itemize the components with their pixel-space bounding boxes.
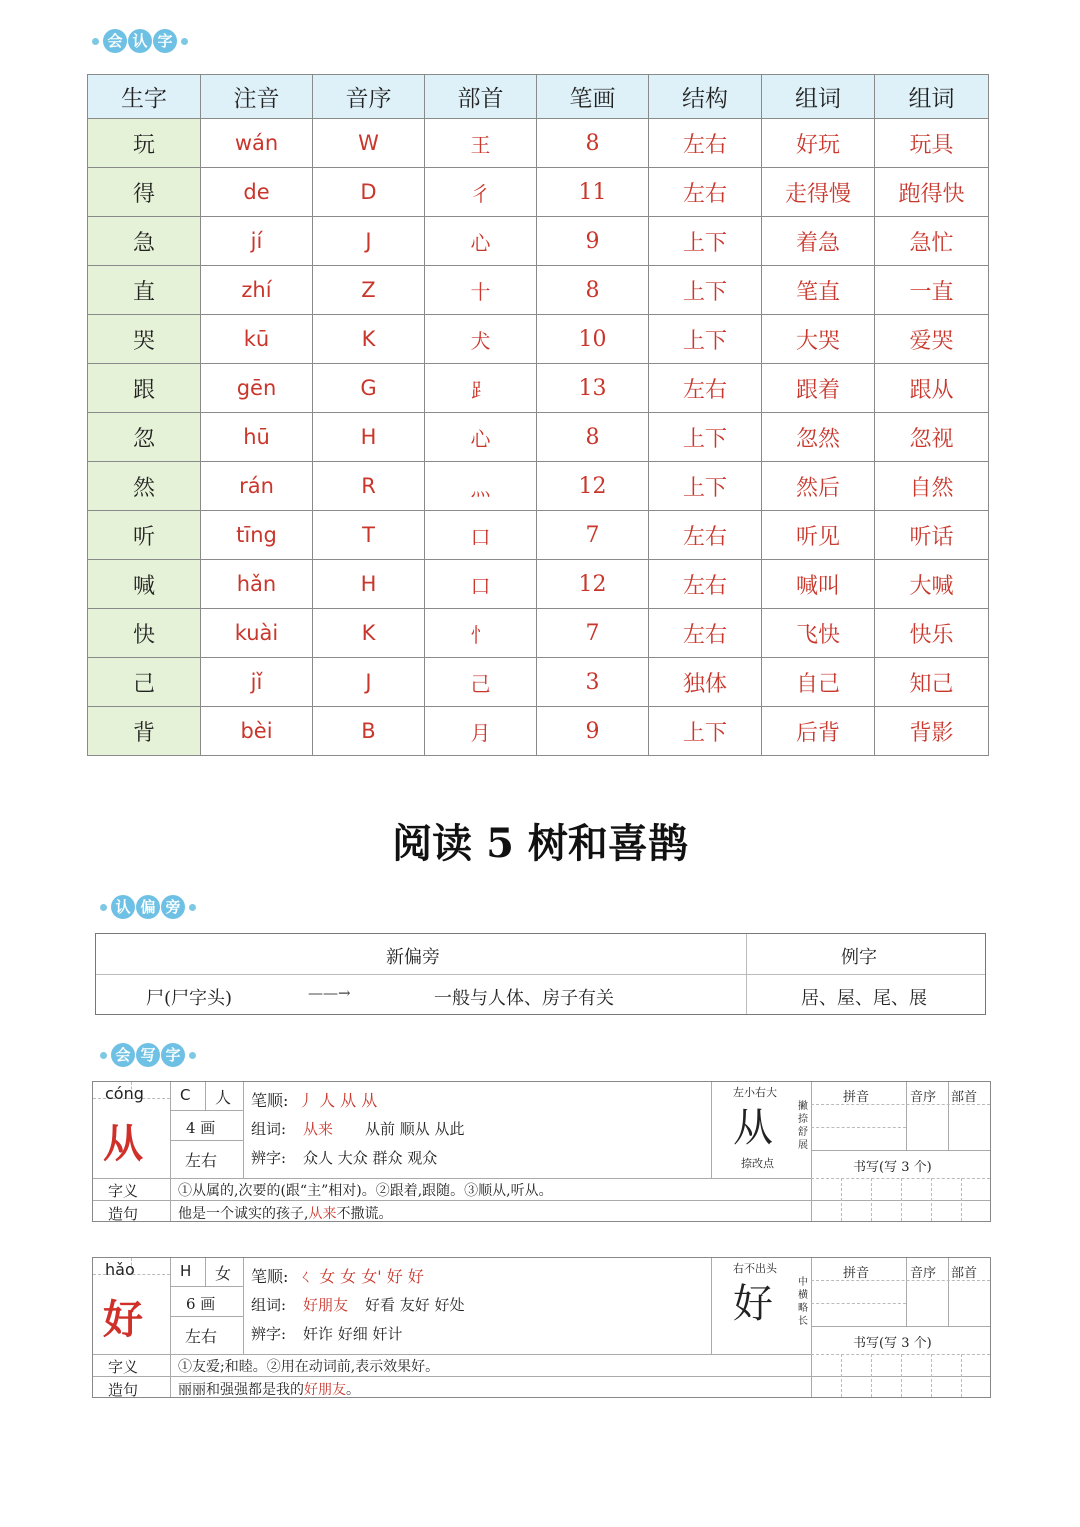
grid-line [948,1082,949,1150]
table-body [88,119,989,756]
section-label-radical [96,892,200,922]
table-cell: 忽 [88,413,201,462]
table-cell: 跟着 [762,364,875,413]
section-radical-char-2: 偏 [136,895,160,919]
stroke-order: 丿 人 从 从 [298,1091,378,1110]
table-cell: 后背 [762,707,875,756]
strokes-label: 6 画 [186,1295,216,1313]
table-cell: 玩 [88,119,201,168]
words-list: 从前 顺从 从此 [365,1120,465,1138]
table-cell: 7 [537,511,649,560]
grid-line [93,1376,990,1377]
table-cell: 王 [425,119,537,168]
table-row [88,315,989,364]
table-cell: 着急 [762,217,875,266]
radical-label: 人 [215,1088,232,1107]
distinguish-list: 奸诈 好细 奸计 [303,1325,403,1343]
meaning-label: 字义 [108,1358,139,1376]
table-cell: 上下 [649,217,762,266]
grid-line [93,1354,811,1355]
sentence-part: 不撒谎。 [336,1206,393,1222]
table-cell: R [313,462,425,511]
sentence-label: 造句 [108,1381,139,1399]
table-cell: 飞快 [762,609,875,658]
table-cell: 己 [88,658,201,707]
table-cell: 大喊 [875,560,989,609]
sentence-part: 从来 [308,1206,337,1222]
table-cell: 跟 [88,364,201,413]
table-cell: 灬 [425,462,537,511]
table-cell: tīng [201,511,313,560]
table-cell: K [313,315,425,364]
table-cell: 自己 [762,658,875,707]
words-list: 好看 友好 好处 [365,1296,465,1314]
table-cell: 12 [537,462,649,511]
letter-label: C [180,1086,191,1104]
table-cell: 笔直 [762,266,875,315]
table-cell: 13 [537,364,649,413]
table-cell: 哭 [88,315,201,364]
table-cell: 听 [88,511,201,560]
table-header-cell: 生字 [88,75,201,119]
table-cell: 8 [537,266,649,315]
table-cell: 急忙 [875,217,989,266]
section-write-char-1: 会 [111,1043,135,1067]
table-cell: 11 [537,168,649,217]
table-cell: 口 [425,560,537,609]
table-cell: 8 [537,413,649,462]
table-row [88,119,989,168]
grid-line [811,1326,990,1327]
section-radical-title [111,895,185,919]
table-cell: 然后 [762,462,875,511]
table-row [88,217,989,266]
sentence-label: 造句 [108,1205,139,1223]
table-cell: 喊 [88,560,201,609]
grid-line [871,1178,872,1221]
table-cell: jǐ [201,658,313,707]
recognize-table [87,74,989,756]
table-row [88,462,989,511]
grid-line [243,1258,244,1354]
table-cell: J [313,658,425,707]
table-cell: 听话 [875,511,989,560]
radical-name: 尸(尸字头) [146,988,233,1009]
model-character: 从 [733,1105,773,1151]
sentence-part: 。 [346,1382,360,1398]
table-row [88,511,989,560]
section-label-write [96,1040,200,1070]
radical-label: 女 [215,1264,232,1283]
grid-line [811,1127,906,1128]
table-cell: H [313,413,425,462]
writing-tip-top: 右不出头 [733,1262,777,1275]
table-cell: 7 [537,609,649,658]
writing-card-cong [92,1081,991,1222]
grid-line [205,1082,206,1110]
radical-header-right: 例字 [841,947,877,968]
table-row [88,560,989,609]
section-recognize-char-1: 会 [103,29,127,53]
table-cell: 好玩 [762,119,875,168]
table-cell: J [313,217,425,266]
table-cell: zhí [201,266,313,315]
table-cell: 左右 [649,560,762,609]
sentence-text [178,1379,360,1399]
table-cell: H [313,560,425,609]
table-cell: 上下 [649,707,762,756]
section-label-recognize [88,26,192,56]
table-cell: rán [201,462,313,511]
grid-line [811,1150,990,1151]
table-cell: 上下 [649,266,762,315]
table-cell: 十 [425,266,537,315]
grid-line [170,1082,171,1178]
table-cell: Z [313,266,425,315]
order-label: 笔顺: [251,1091,289,1110]
grid-line [811,1082,812,1221]
grid-line [93,1200,990,1201]
lesson-title: 阅读 5 树和喜鹊 [392,820,688,867]
col-letter-header: 音序 [910,1266,937,1281]
table-header-cell: 部首 [425,75,537,119]
meaning-label: 字义 [108,1182,139,1200]
table-cell: 喊叫 [762,560,875,609]
table-cell: 9 [537,707,649,756]
pinyin-label: cóng [105,1084,144,1103]
table-cell: 上下 [649,413,762,462]
table-row [88,658,989,707]
table-cell: D [313,168,425,217]
grid-line [711,1258,712,1354]
table-cell: G [313,364,425,413]
table-header-cell: 组词 [875,75,989,119]
section-write-title [111,1043,185,1067]
grid-line [901,1178,902,1221]
table-row [88,609,989,658]
grid-line [170,1140,243,1141]
table-cell: bèi [201,707,313,756]
grid-line [901,1354,902,1397]
table-header-cell: 笔画 [537,75,649,119]
table-cell: 走得慢 [762,168,875,217]
table-row [88,413,989,462]
table-row [88,364,989,413]
section-recognize-title [103,29,177,53]
table-cell: hǎn [201,560,313,609]
table-cell: 忽然 [762,413,875,462]
structure-label: 左右 [185,1327,218,1346]
section-recognize-char-2: 认 [128,29,152,53]
grid-line [711,1082,712,1178]
grid-line [906,1082,907,1150]
table-cell: 一直 [875,266,989,315]
table-cell: 上下 [649,315,762,364]
grid-line [871,1354,872,1397]
writing-tip-side: 撇捺舒展 [798,1101,808,1151]
table-cell: gēn [201,364,313,413]
table-cell: 3 [537,658,649,707]
table-cell: 左右 [649,119,762,168]
grid-line [93,1178,811,1179]
table-cell: kū [201,315,313,364]
table-cell: 大哭 [762,315,875,364]
letter-label: H [180,1262,192,1280]
meaning-text: ①从属的,次要的(跟“主”相对)。②跟着,跟随。③顺从,听从。 [178,1183,553,1199]
meaning-text: ①友爱;和睦。②用在动词前,表示效果好。 [178,1359,440,1375]
distinguish-label: 辨字: [251,1325,287,1343]
col-pinyin-header: 拼音 [843,1090,870,1105]
table-header-cell: 音序 [313,75,425,119]
table-cell: 急 [88,217,201,266]
table-cell: jí [201,217,313,266]
table-cell: wán [201,119,313,168]
writing-tip-side: 中横略长 [798,1277,808,1327]
words-highlight: 好朋友 [303,1296,349,1314]
table-cell: 9 [537,217,649,266]
grid-line [841,1354,842,1397]
grid-line [170,1178,171,1221]
table-cell: 玩具 [875,119,989,168]
table-cell: 10 [537,315,649,364]
table-cell: 忄 [425,609,537,658]
writing-tip-top: 左小右大 [733,1086,777,1099]
radical-header-left: 新偏旁 [386,947,440,968]
section-radical-char-1: 认 [111,895,135,919]
col-radical-header: 部首 [951,1266,978,1281]
big-character: 从 [103,1120,143,1167]
grid-line [961,1178,962,1221]
radical-examples: 居、屋、尾、展 [801,988,927,1009]
structure-label: 左右 [185,1151,218,1170]
radical-meaning: 一般与人体、房子有关 [434,988,614,1009]
distinguish-label: 辨字: [251,1149,287,1167]
table-cell: 忽视 [875,413,989,462]
grid-line [961,1354,962,1397]
table-cell: 背影 [875,707,989,756]
distinguish-list: 众人 大众 群众 观众 [303,1149,438,1167]
section-write-char-3: 字 [161,1043,185,1067]
grid-line [170,1110,243,1111]
col-letter-header: 音序 [910,1090,937,1105]
grid-line [811,1303,906,1304]
sentence-part: 丽丽和强强都是我的 [178,1382,304,1398]
table-cell: T [313,511,425,560]
table-cell: 左右 [649,511,762,560]
pinyin-label: hǎo [105,1260,135,1279]
grid-line [931,1178,932,1221]
table-cell: 爱哭 [875,315,989,364]
table-cell: 听见 [762,511,875,560]
grid-line [948,1258,949,1326]
words-label: 组词: [251,1120,287,1138]
write-count-label: 书写(写 3 个) [853,1160,932,1175]
table-cell: 8 [537,119,649,168]
table-cell: de [201,168,313,217]
section-write-char-2: 写 [136,1043,160,1067]
table-header-cell: 注音 [201,75,313,119]
table-cell: K [313,609,425,658]
table-cell: 左右 [649,609,762,658]
table-cell: kuài [201,609,313,658]
table-cell: 跟从 [875,364,989,413]
grid-line [205,1258,206,1286]
table-row [88,707,989,756]
table-cell: 快乐 [875,609,989,658]
table-header-cell: 结构 [649,75,762,119]
grid-line [841,1178,842,1221]
col-radical-header: 部首 [951,1090,978,1105]
table-header-cell: 组词 [762,75,875,119]
table-cell: 独体 [649,658,762,707]
model-character: 好 [733,1281,773,1327]
words-label: 组词: [251,1296,287,1314]
table-cell: 跑得快 [875,168,989,217]
table-cell: 犬 [425,315,537,364]
table-cell: 心 [425,217,537,266]
table-cell: 自然 [875,462,989,511]
table-cell: 上下 [649,462,762,511]
sentence-part: 好朋友 [304,1382,346,1398]
radical-table [95,933,986,1015]
table-cell: W [313,119,425,168]
col-pinyin-header: 拼音 [843,1266,870,1281]
table-cell: 彳 [425,168,537,217]
table-cell: 12 [537,560,649,609]
write-count-label: 书写(写 3 个) [853,1336,932,1351]
table-cell: hū [201,413,313,462]
grid-line [243,1082,244,1178]
grid-line [170,1316,243,1317]
section-radical-char-3: 旁 [161,895,185,919]
words-highlight: 从来 [303,1120,334,1138]
table-cell: 口 [425,511,537,560]
sentence-part: 他是一个诚实的孩子, [178,1206,309,1222]
table-cell: 得 [88,168,201,217]
table-cell: B [313,707,425,756]
big-character: 好 [103,1296,143,1343]
writing-card-hao [92,1257,991,1398]
writing-tip-bottom: 捺改点 [741,1157,774,1170]
grid-line [170,1258,171,1354]
sentence-text [178,1203,392,1223]
table-row [88,266,989,315]
table-cell: 知己 [875,658,989,707]
table-cell: 直 [88,266,201,315]
grid-line [811,1258,812,1397]
section-recognize-char-3: 字 [153,29,177,53]
table-cell: 快 [88,609,201,658]
table-row [88,168,989,217]
grid-line [931,1354,932,1397]
grid-line [170,1354,171,1397]
table-cell: 背 [88,707,201,756]
table-cell: 左右 [649,168,762,217]
table-cell: 月 [425,707,537,756]
table-header-row [88,75,989,119]
table-cell: 左右 [649,364,762,413]
grid-line [906,1258,907,1326]
arrow-icon: ——→ [308,984,351,1002]
table-cell: 己 [425,658,537,707]
order-label: 笔顺: [251,1267,289,1286]
table-cell: ⻊ [425,364,537,413]
strokes-label: 4 画 [186,1119,216,1137]
grid-line [170,1286,243,1287]
table-cell: 然 [88,462,201,511]
stroke-order: ㄑ 女 女 女' 好 好 [298,1267,424,1286]
table-cell: 心 [425,413,537,462]
